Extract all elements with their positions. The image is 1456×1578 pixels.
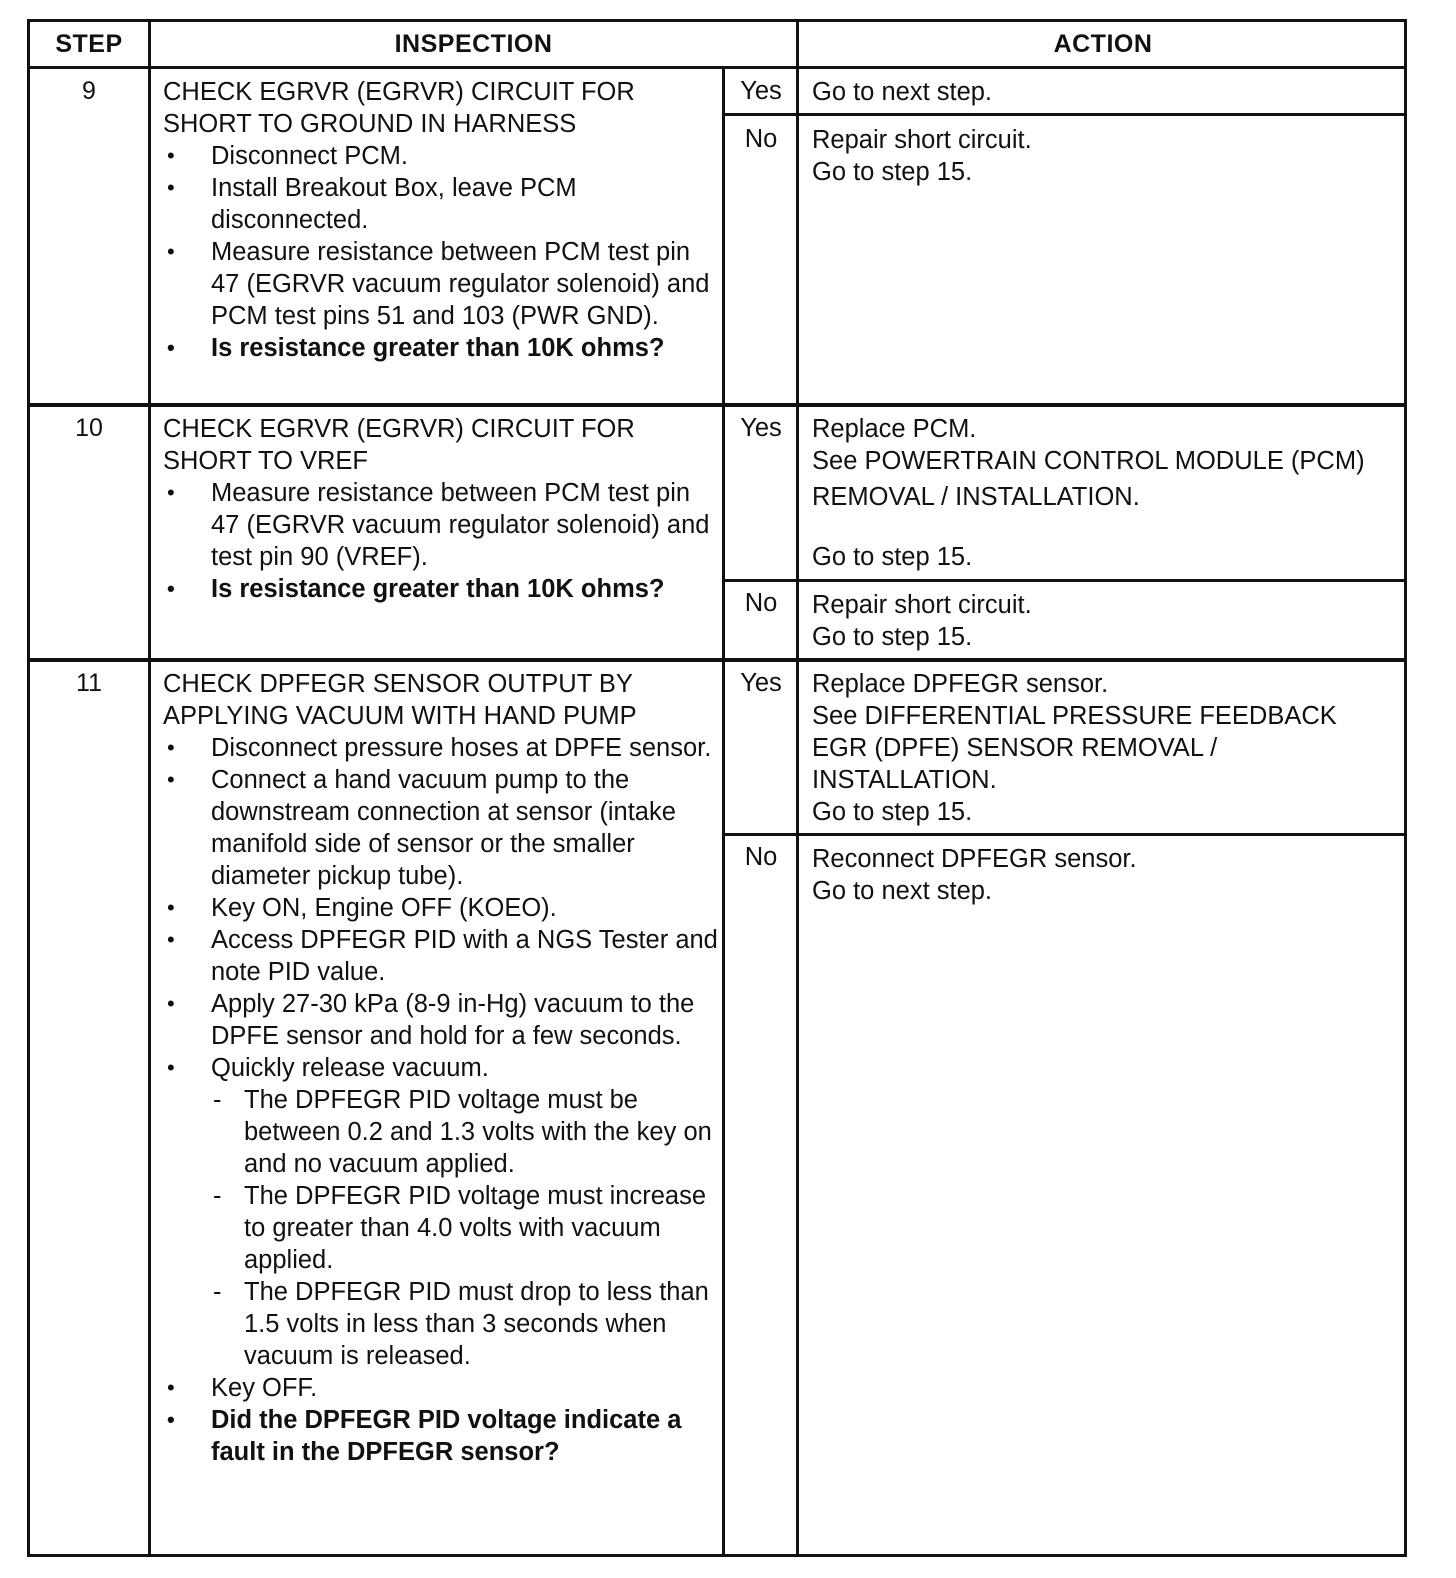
inspection-bullet: • Connect a hand vacuum pump to the downstream connection at sensor (intake manifold side of sensor or the smaller diameter pickup tube). [163, 764, 718, 892]
column-divider-action [796, 19, 799, 1557]
no-label: No [744, 125, 778, 153]
step-number: 9 [82, 77, 96, 105]
inspection-title: CHECK DPFEGR SENSOR OUTPUT BY APPLYING VACUUM WITH HAND PUMP [163, 670, 637, 730]
inspection-sub-bullet: - The DPFEGR PID voltage must increase to greater than 4.0 volts with vacuum applied. [211, 1180, 718, 1276]
row-divider-9-10 [27, 403, 1407, 407]
header-action: ACTION [1053, 29, 1153, 58]
inspection-bullet: • Install Breakout Box, leave PCM disconnected. [163, 172, 718, 236]
step-number: 11 [76, 669, 102, 697]
inspection-bullet: • Disconnect PCM. [163, 140, 718, 172]
no-action-10: Repair short circuit. Go to step 15. [812, 591, 1032, 651]
no-label: No [744, 843, 778, 871]
yes-label: Yes [740, 77, 782, 105]
header-inspection: INSPECTION [394, 29, 553, 58]
inspection-cell-10 [163, 413, 718, 605]
yes-label: Yes [740, 414, 782, 442]
inspection-question: • Did the DPFEGR PID voltage indicate a fault in the DPFEGR sensor? [163, 1404, 718, 1468]
yesno-divider-11 [722, 833, 1407, 836]
no-label: No [744, 589, 778, 617]
inspection-bullet: • Key OFF. [163, 1372, 718, 1404]
inspection-cell-9 [163, 76, 718, 364]
no-action-11: Reconnect DPFEGR sensor. Go to next step. [812, 845, 1137, 905]
inspection-title: CHECK EGRVR (EGRVR) CIRCUIT FOR SHORT TO VREF [163, 415, 635, 475]
inspection-sub-bullet: - The DPFEGR PID voltage must be between 0.2 and 1.3 volts with the key on and no vacuum applied. [211, 1084, 718, 1180]
inspection-bullet: • Disconnect pressure hoses at DPFE sensor. [163, 732, 718, 764]
inspection-question: • Is resistance greater than 10K ohms? [163, 332, 718, 364]
header-step: STEP [55, 29, 123, 58]
yes-label: Yes [740, 669, 782, 697]
yesno-divider-10 [722, 579, 1407, 582]
inspection-bullet: • Measure resistance between PCM test pin 47 (EGRVR vacuum regulator solenoid) and test pin 90 (VREF). [163, 477, 718, 573]
yesno-divider-9 [722, 113, 1407, 116]
inspection-title: CHECK EGRVR (EGRVR) CIRCUIT FOR SHORT TO GROUND IN HARNESS [163, 78, 635, 138]
inspection-question: • Is resistance greater than 10K ohms? [163, 573, 718, 605]
inspection-bullet: • Key ON, Engine OFF (KOEO). [163, 892, 718, 924]
yes-action-11: Replace DPFEGR sensor. See DIFFERENTIAL PRESSURE FEEDBACK EGR (DPFE) SENSOR REMOVAL / INSTALLATION. Go to step 15. [812, 670, 1337, 826]
yes-action-9: Go to next step. [812, 78, 993, 106]
inspection-bullet: • Quickly release vacuum. - The DPFEGR PID voltage must be between 0.2 and 1.3 volts with the key on and no vacuum applied. - The DPFEGR PID voltage must increase to greater than 4.0 volts with vacuum applied. - The DPFEGR PID must drop to less than 1.5 volts in less than 3 seconds when vacuum is released. [163, 1052, 718, 1372]
column-divider-step [148, 19, 151, 1557]
step-number: 10 [75, 414, 103, 442]
inspection-bullet: • Apply 27-30 kPa (8-9 in-Hg) vacuum to the DPFE sensor and hold for a few seconds. [163, 988, 718, 1052]
no-action-9: Repair short circuit. Go to step 15. [812, 126, 1032, 186]
column-divider-yesno [722, 66, 725, 1557]
inspection-cell-11 [163, 668, 718, 1468]
row-divider-10-11 [27, 658, 1407, 662]
yes-action-10: Replace PCM. See POWERTRAIN CONTROL MODULE (PCM) REMOVAL / INSTALLATION. Go to step 15. [812, 415, 1365, 571]
inspection-sub-bullet: - The DPFEGR PID must drop to less than 1.5 volts in less than 3 seconds when vacuum is released. [211, 1276, 718, 1372]
inspection-bullet: • Access DPFEGR PID with a NGS Tester and note PID value. [163, 924, 718, 988]
inspection-bullet: • Measure resistance between PCM test pin 47 (EGRVR vacuum regulator solenoid) and PCM test pins 51 and 103 (PWR GND). [163, 236, 718, 332]
